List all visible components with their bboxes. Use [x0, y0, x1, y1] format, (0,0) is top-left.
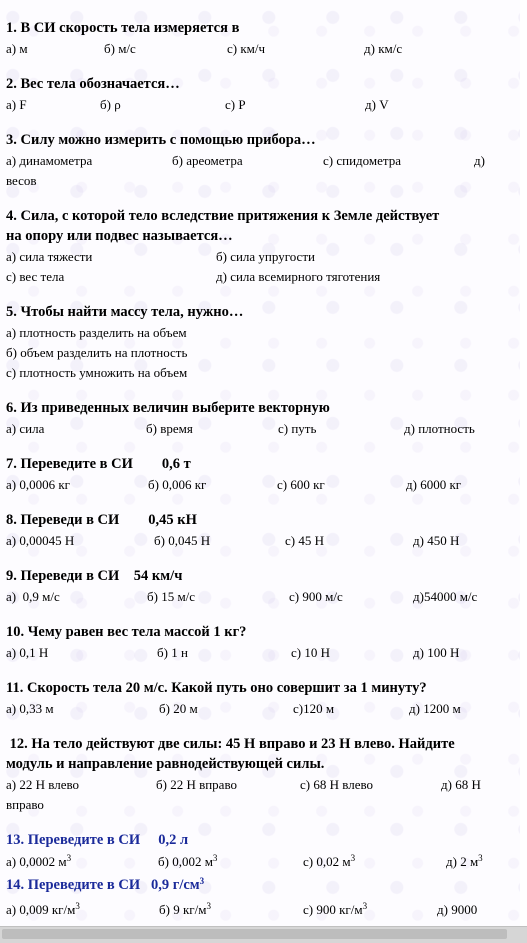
question-1: 1. В СИ скорость тела измеряется в: [6, 20, 240, 36]
answer-b: б) время: [146, 421, 193, 436]
answer-b: б) 0,045 Н: [154, 533, 211, 548]
answer-c: с) 0,02 $м^3$: [303, 853, 356, 869]
question-9: 9. Переведи в СИ 54 км/ч: [6, 568, 183, 584]
answer-a: а) 0,009 $кг/м^3$: [6, 901, 80, 917]
answer-b: б) 9 $кг/м^3$: [159, 901, 211, 917]
question-10: 10. Чему равен вес тела массой 1 кг?: [6, 624, 247, 640]
question-4-line1: 4. Сила, с которой тело вследствие притяжения к Земле действует: [6, 208, 440, 224]
answer-a: а) 0,0002 $м^3$: [6, 853, 72, 869]
answer-a: а) 0,9 м/с: [6, 589, 60, 604]
answer-d: д) 6000 кг: [406, 477, 462, 492]
answer-c: с) 10 Н: [291, 645, 330, 660]
answer-b: б) 20 м: [159, 701, 198, 716]
question-12-line1: 12. На тело действуют две силы: 45 Н вправо и 23 Н влево. Найдите: [6, 736, 455, 752]
answer-d-cont: весов: [6, 173, 37, 188]
answer-c: с) плотность умножить на объем: [6, 365, 188, 380]
answer-c: с) 900 $кг/м^3$: [303, 901, 368, 917]
answer-b: б) 0,006 кг: [148, 477, 207, 492]
answer-b: б) ареометра: [172, 153, 243, 168]
answer-a: а) динамометра: [6, 153, 93, 168]
answer-c: с) Р: [225, 97, 246, 112]
question-14: 14. Переведите в СИ 0,9 $г/см^3$: [6, 876, 205, 893]
answer-c: с) км/ч: [227, 41, 266, 56]
answer-b: б) объем разделить на плотность: [6, 345, 188, 360]
answer-b: б) м/с: [104, 41, 136, 56]
answer-d: д) 68 Н: [441, 777, 481, 792]
answer-b: б) сила упругости: [216, 249, 315, 264]
answer-d: д) 450 Н: [413, 533, 460, 548]
answer-a: а) 0,0006 кг: [6, 477, 70, 492]
answer-c: с) 600 кг: [277, 477, 325, 492]
question-7: 7. Переведите в СИ 0,6 т: [6, 456, 191, 472]
answer-d: д) 100 Н: [413, 645, 460, 660]
question-4-line2: на опору или подвес называется…: [6, 228, 233, 244]
question-11: 11. Скорость тела 20 м/с. Какой путь оно совершит за 1 минуту?: [6, 680, 427, 696]
answer-b: б) ρ: [100, 97, 121, 112]
answer-d: д) 2 $м^3$: [446, 853, 483, 869]
question-5: 5. Чтобы найти массу тела, нужно…: [6, 304, 244, 320]
answer-c: с) путь: [278, 421, 317, 436]
answer-d-cont: вправо: [6, 797, 44, 812]
answer-a: а) плотность разделить на объем: [6, 325, 187, 340]
answer-a: а) 0,33 м: [6, 701, 54, 716]
answer-d: д) плотность: [404, 421, 475, 436]
answer-c: с) 68 Н влево: [300, 777, 374, 792]
answer-b: б) 0,002 $м^3$: [158, 853, 218, 869]
answer-d: д) сила всемирного тяготения: [216, 269, 381, 284]
answer-d: д) 1200 м: [409, 701, 461, 716]
answer-d: д)54000 м/с: [413, 589, 478, 604]
scrollbar-thumb[interactable]: [2, 929, 507, 939]
question-12-line2: модуль и направление равнодействующей силы.: [6, 756, 325, 772]
answer-c: с) 45 Н: [285, 533, 324, 548]
question-13: 13. Переведите в СИ 0,2 л: [6, 832, 189, 848]
answer-a: а) сила тяжести: [6, 249, 93, 264]
question-2: 2. Вес тела обозначается…: [6, 76, 180, 92]
answer-a: а) F: [6, 97, 27, 112]
answer-d: д): [474, 153, 485, 168]
question-3: 3. Силу можно измерить с помощью прибора…: [6, 132, 316, 148]
answer-a: а) 0,1 Н: [6, 645, 49, 660]
answer-a: а) 0,00045 Н: [6, 533, 75, 548]
answer-c: с) спидометра: [323, 153, 402, 168]
answer-c: с) 900 м/с: [289, 589, 343, 604]
answer-d: д) V: [365, 97, 389, 112]
answer-d: д) 9000: [437, 902, 478, 917]
answer-a: а) сила: [6, 421, 45, 436]
answer-b: б) 22 Н вправо: [156, 777, 237, 792]
question-8: 8. Переведи в СИ 0,45 кН: [6, 512, 197, 528]
answer-a: а) 22 Н влево: [6, 777, 80, 792]
question-6: 6. Из приведенных величин выберите векторную: [6, 400, 330, 416]
answer-b: б) 1 н: [157, 645, 188, 660]
answer-c: с) вес тела: [6, 269, 65, 284]
answer-a: а) м: [6, 41, 28, 56]
answer-c: с)120 м: [293, 701, 335, 716]
answer-d: д) км/с: [364, 41, 403, 56]
answer-b: б) 15 м/с: [147, 589, 196, 604]
